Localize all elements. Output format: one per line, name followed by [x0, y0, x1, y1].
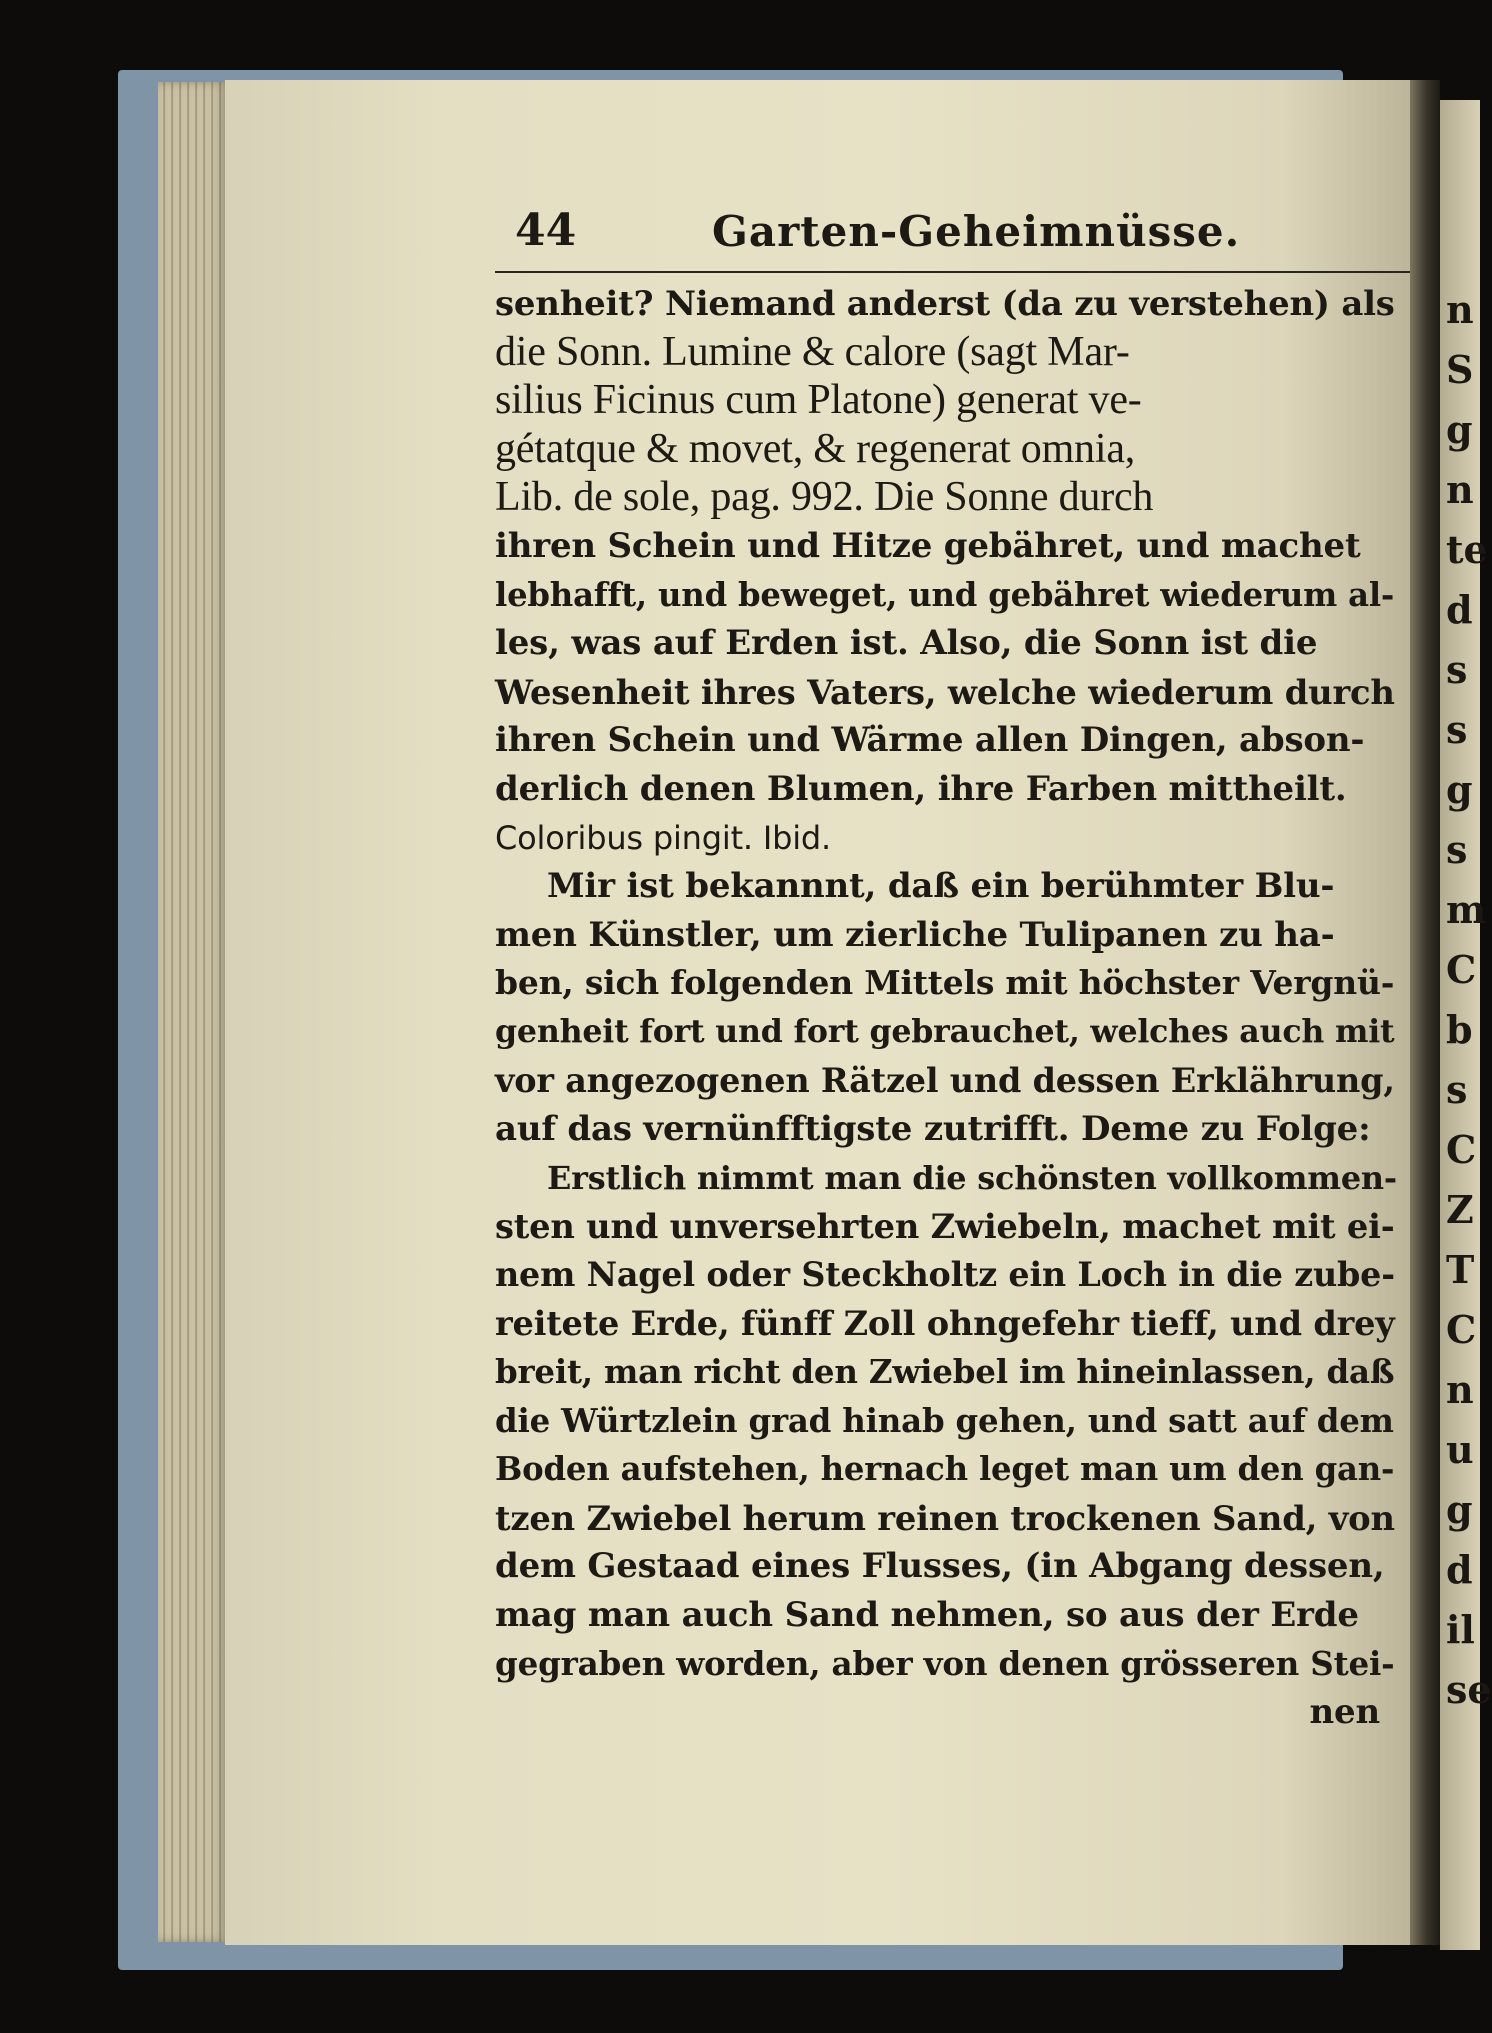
- facing-letter: u: [1446, 1427, 1474, 1472]
- text-line: nem Nagel oder Steckholtz ein Loch in die zube-: [495, 1254, 1395, 1294]
- facing-letter: g: [1446, 1487, 1473, 1532]
- text-line: Boden aufstehen, hernach leget man um den gan-: [495, 1450, 1395, 1489]
- text-line: ihren Schein und Hitze gebähret, und machet: [495, 525, 1361, 566]
- text-line: men Künstler, um zierliche Tulipanen zu ha-: [495, 914, 1335, 955]
- text-line: senheit? Niemand anderst (da zu verstehen) als: [495, 283, 1395, 323]
- facing-letter: il: [1446, 1607, 1475, 1652]
- text-line: mag man auch Sand nehmen, so aus der Erde: [495, 1595, 1359, 1636]
- body-text: [495, 279, 1410, 1737]
- facing-letter: n: [1446, 1367, 1474, 1412]
- text-line: les, was auf Erden ist. Also, die Sonn ist die: [495, 623, 1318, 664]
- facing-letter: T: [1446, 1247, 1475, 1292]
- text-line: ihren Schein und Wärme allen Dingen, abson-: [495, 720, 1365, 761]
- text-line: breit, man richt den Zwiebel im hineinlassen, daß: [495, 1353, 1395, 1392]
- paragraph-start: Erstlich nimmt man die schönsten vollkommen-: [547, 1158, 1397, 1197]
- text-line: Coloribus pingit. Ibid.: [495, 818, 831, 857]
- book-gutter: [1410, 80, 1440, 1945]
- text-line: derlich denen Blumen, ihre Farben mittheilt.: [495, 768, 1347, 809]
- text-line: sten und unversehrten Zwiebeln, machet mit ei-: [495, 1206, 1395, 1247]
- facing-letter: C: [1446, 1307, 1477, 1352]
- facing-letter: se: [1446, 1667, 1492, 1712]
- text-line: silius Ficinus cum Platone) generat ve-: [495, 377, 1142, 424]
- facing-letter: g: [1446, 407, 1473, 452]
- facing-letter: s: [1446, 707, 1468, 752]
- page-number: 44: [515, 205, 577, 256]
- text-line: gétatque & movet, & regenerat omnia,: [495, 425, 1136, 472]
- text-line: ben, sich folgenden Mittels mit höchster Vergnü-: [495, 963, 1395, 1003]
- text-line: die Sonn. Lumine & calore (sagt Mar-: [495, 328, 1130, 375]
- page-content: [495, 205, 1410, 1737]
- page-header: [495, 205, 1410, 273]
- text-line: gegraben worden, aber von denen grösseren Stei-: [495, 1643, 1395, 1683]
- text-line: tzen Zwiebel herum reinen trockenen Sand, von: [495, 1497, 1395, 1538]
- facing-letter: s: [1446, 1067, 1468, 1112]
- facing-letter: C: [1446, 1127, 1477, 1172]
- text-line: genheit fort und fort gebrauchet, welches auch mit: [495, 1012, 1395, 1050]
- text-line: die Würtzlein grad hinab gehen, und satt auf dem: [495, 1401, 1394, 1440]
- facing-letter: Z: [1446, 1187, 1474, 1232]
- running-title: Garten-Geheimnüsse.: [712, 207, 1241, 256]
- facing-letter: te: [1446, 527, 1488, 572]
- page-edges: [158, 82, 228, 1942]
- facing-letter: C: [1446, 947, 1477, 992]
- paragraph-start: Mir ist bekannnt, daß ein berühmter Blu-: [547, 866, 1335, 907]
- facing-letter: n: [1446, 467, 1474, 512]
- catchword: nen: [1309, 1692, 1380, 1733]
- text-line: auf das vernünfftigste zutrifft. Deme zu Folge:: [495, 1109, 1371, 1150]
- facing-letter: s: [1446, 647, 1468, 692]
- facing-letter: s: [1446, 827, 1468, 872]
- facing-letter: d: [1446, 1547, 1473, 1592]
- text-line: dem Gestaad eines Flusses, (in Abgang dessen,: [495, 1546, 1385, 1587]
- facing-letter: b: [1446, 1007, 1473, 1052]
- text-line: Wesenheit ihres Vaters, welche wiederum durch: [495, 671, 1395, 712]
- facing-page-text: [1446, 280, 1492, 1720]
- facing-letter: m: [1446, 887, 1487, 932]
- text-line: Lib. de sole, pag. 992. Die Sonne durch: [495, 474, 1154, 521]
- text-line: lebhafft, und beweget, und gebähret wiederum al-: [495, 575, 1395, 614]
- facing-letter: g: [1446, 767, 1473, 812]
- facing-letter: n: [1446, 287, 1474, 332]
- facing-letter: S: [1446, 347, 1474, 392]
- text-line: reitete Erde, fünff Zoll ohngefehr tieff, und drey: [495, 1303, 1395, 1344]
- facing-letter: d: [1446, 587, 1473, 632]
- text-line: vor angezogenen Rätzel und dessen Erklährung,: [495, 1060, 1395, 1100]
